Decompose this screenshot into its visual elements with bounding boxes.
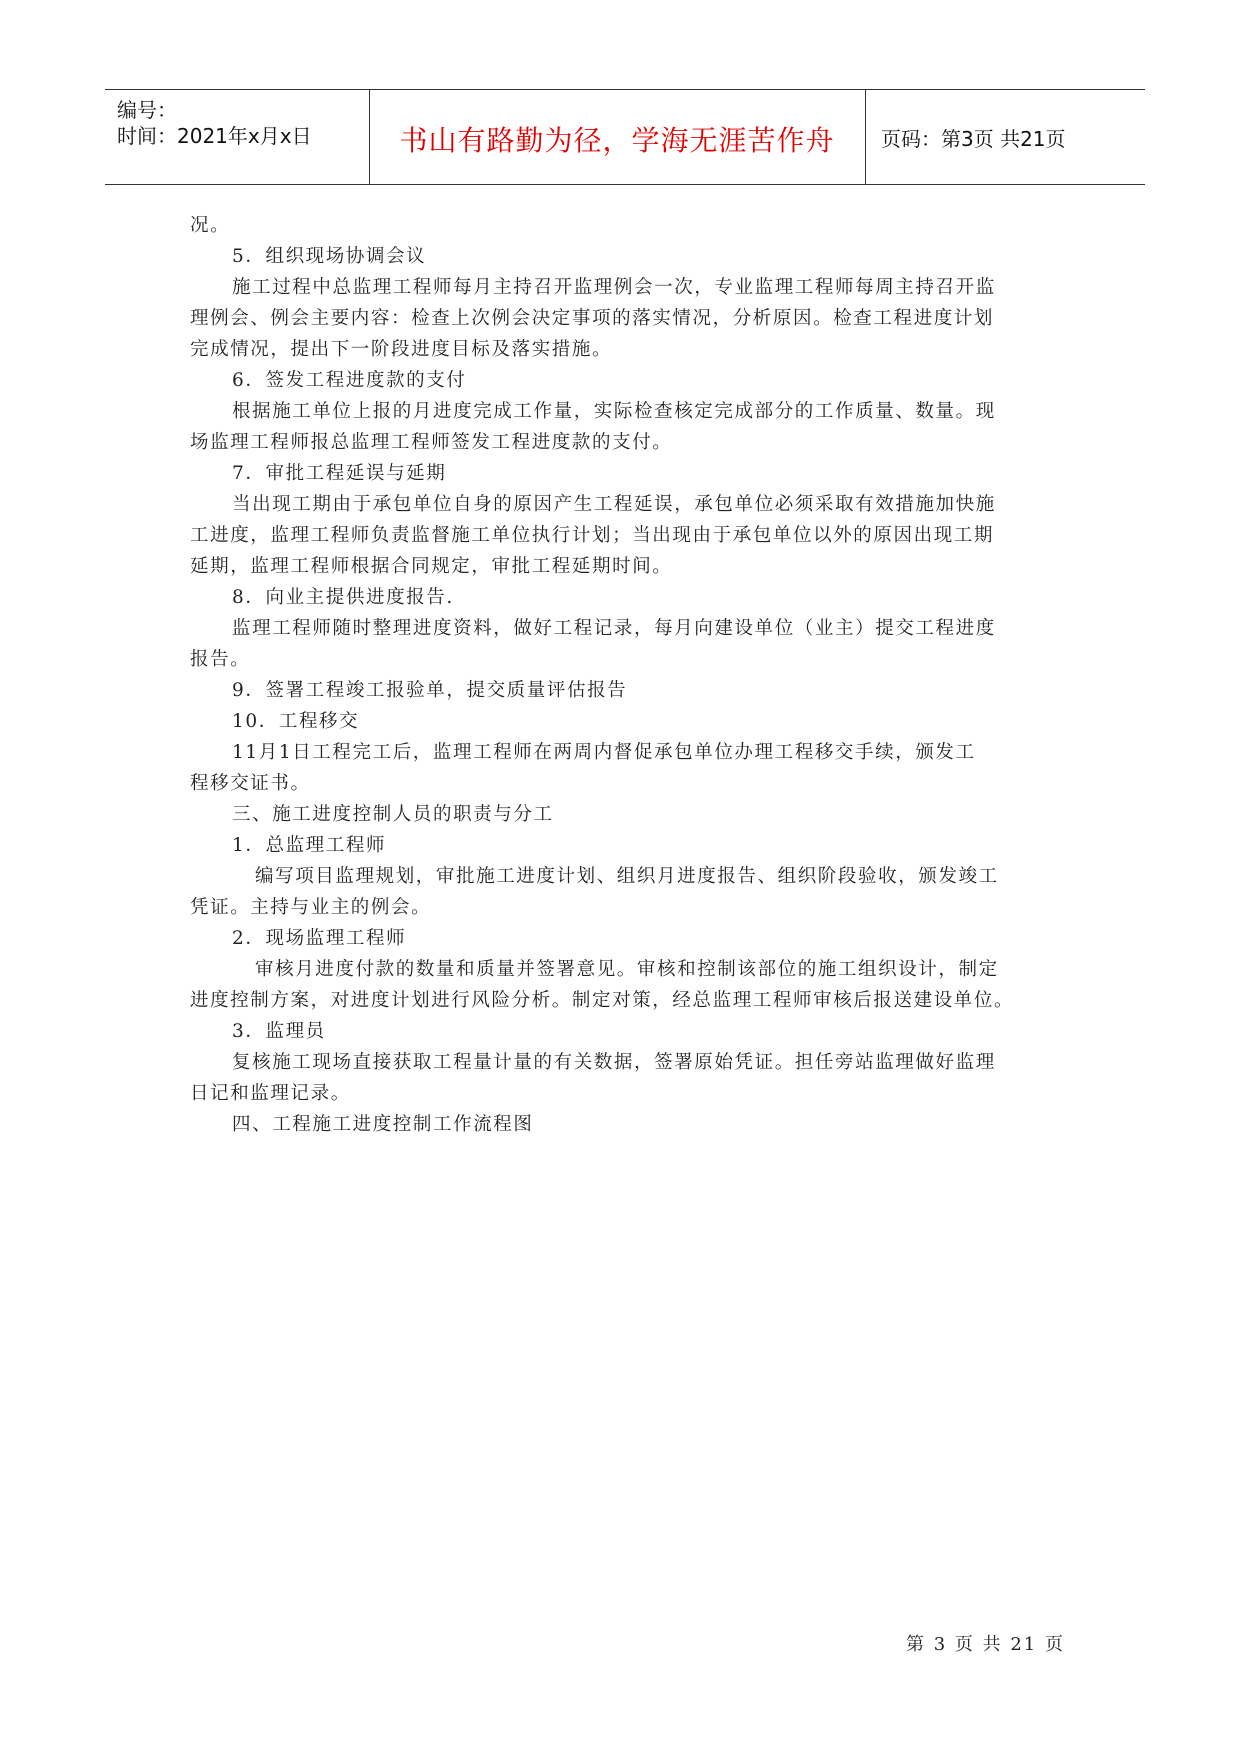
paragraph-line: 监理工程师随时整理进度资料，做好工程记录，每月向建设单位（业主）提交工程进度 [232,618,996,639]
time-label: 时间：2021年x月x日 [117,124,312,148]
paragraph-line: 场监理工程师报总监理工程师签发工程进度款的支付。 [190,432,673,453]
header-page-code: 页码：第3页 共21页 [881,127,1066,151]
chapter-heading: 三、施工进度控制人员的职责与分工 [232,804,554,825]
paragraph-line: 日记和监理记录。 [190,1083,351,1104]
section-heading: 2．现场监理工程师 [232,928,407,949]
section-heading: 3．监理员 [232,1021,326,1042]
paragraph-line: 复核施工现场直接获取工程量计量的有关数据，签署原始凭证。担任旁站监理做好监理 [232,1052,996,1073]
section-heading: 6．签发工程进度款的支付 [232,370,467,391]
paragraph-line: 当出现工期由于承包单位自身的原因产生工程延误，承包单位必须采取有效措施加快施 [232,494,996,515]
number-label: 编号： [117,98,177,122]
paragraph-line: 工进度，监理工程师负责监督施工单位执行计划；当出现由于承包单位以外的原因出现工期 [190,525,995,546]
header-motto-cell [369,90,865,184]
document-header [105,89,1145,185]
header-page-cell [865,90,1145,184]
section-heading: 7．审批工程延误与延期 [232,463,447,484]
paragraph-line: 根据施工单位上报的月进度完成工作量，实际检查核定完成部分的工作质量、数量。现 [232,401,996,422]
paragraph-line: 11月1日工程完工后，监理工程师在两周内督促承包单位办理工程移交手续，颁发工 [232,742,976,763]
header-meta [105,90,369,184]
paragraph-line: 完成情况，提出下一阶段进度目标及落实措施。 [190,339,613,360]
paragraph-line: 进度控制方案，对进度计划进行风险分析。制定对策，经总监理工程师审核后报送建设单位。 [190,990,1015,1011]
section-heading: 5．组织现场协调会议 [232,246,427,267]
page-footer: 第 3 页 共 21 页 [906,1634,1065,1655]
section-heading: 10．工程移交 [232,711,360,732]
section-heading: 8．向业主提供进度报告. [232,587,454,608]
header-motto: 书山有路勤为径，学海无涯苦作舟 [399,124,835,157]
paragraph-line: 凭证。主持与业主的例会。 [190,897,432,918]
section-heading: 1．总监理工程师 [232,835,387,856]
section-heading: 9．签署工程竣工报验单，提交质量评估报告 [232,680,628,701]
chapter-heading: 四、工程施工进度控制工作流程图 [232,1114,534,1135]
paragraph-line: 理例会、例会主要内容：检查上次例会决定事项的落实情况，分析原因。检查工程进度计划 [190,308,995,329]
paragraph-line: 施工过程中总监理工程师每月主持召开监理例会一次，专业监理工程师每周主持召开监 [232,277,996,298]
body-text [190,210,1060,1140]
paragraph-line: 程移交证书。 [190,773,311,794]
paragraph-line: 况。 [190,215,231,236]
paragraph-line: 报告。 [190,649,251,670]
paragraph-line: 审核月进度付款的数量和质量并签署意见。审核和控制该部位的施工组织设计，制定 [255,959,999,980]
paragraph-line: 编写项目监理规划，审批施工进度计划、组织月进度报告、组织阶段验收，颁发竣工 [255,866,999,887]
paragraph-line: 延期，监理工程师根据合同规定，审批工程延期时间。 [190,556,673,577]
